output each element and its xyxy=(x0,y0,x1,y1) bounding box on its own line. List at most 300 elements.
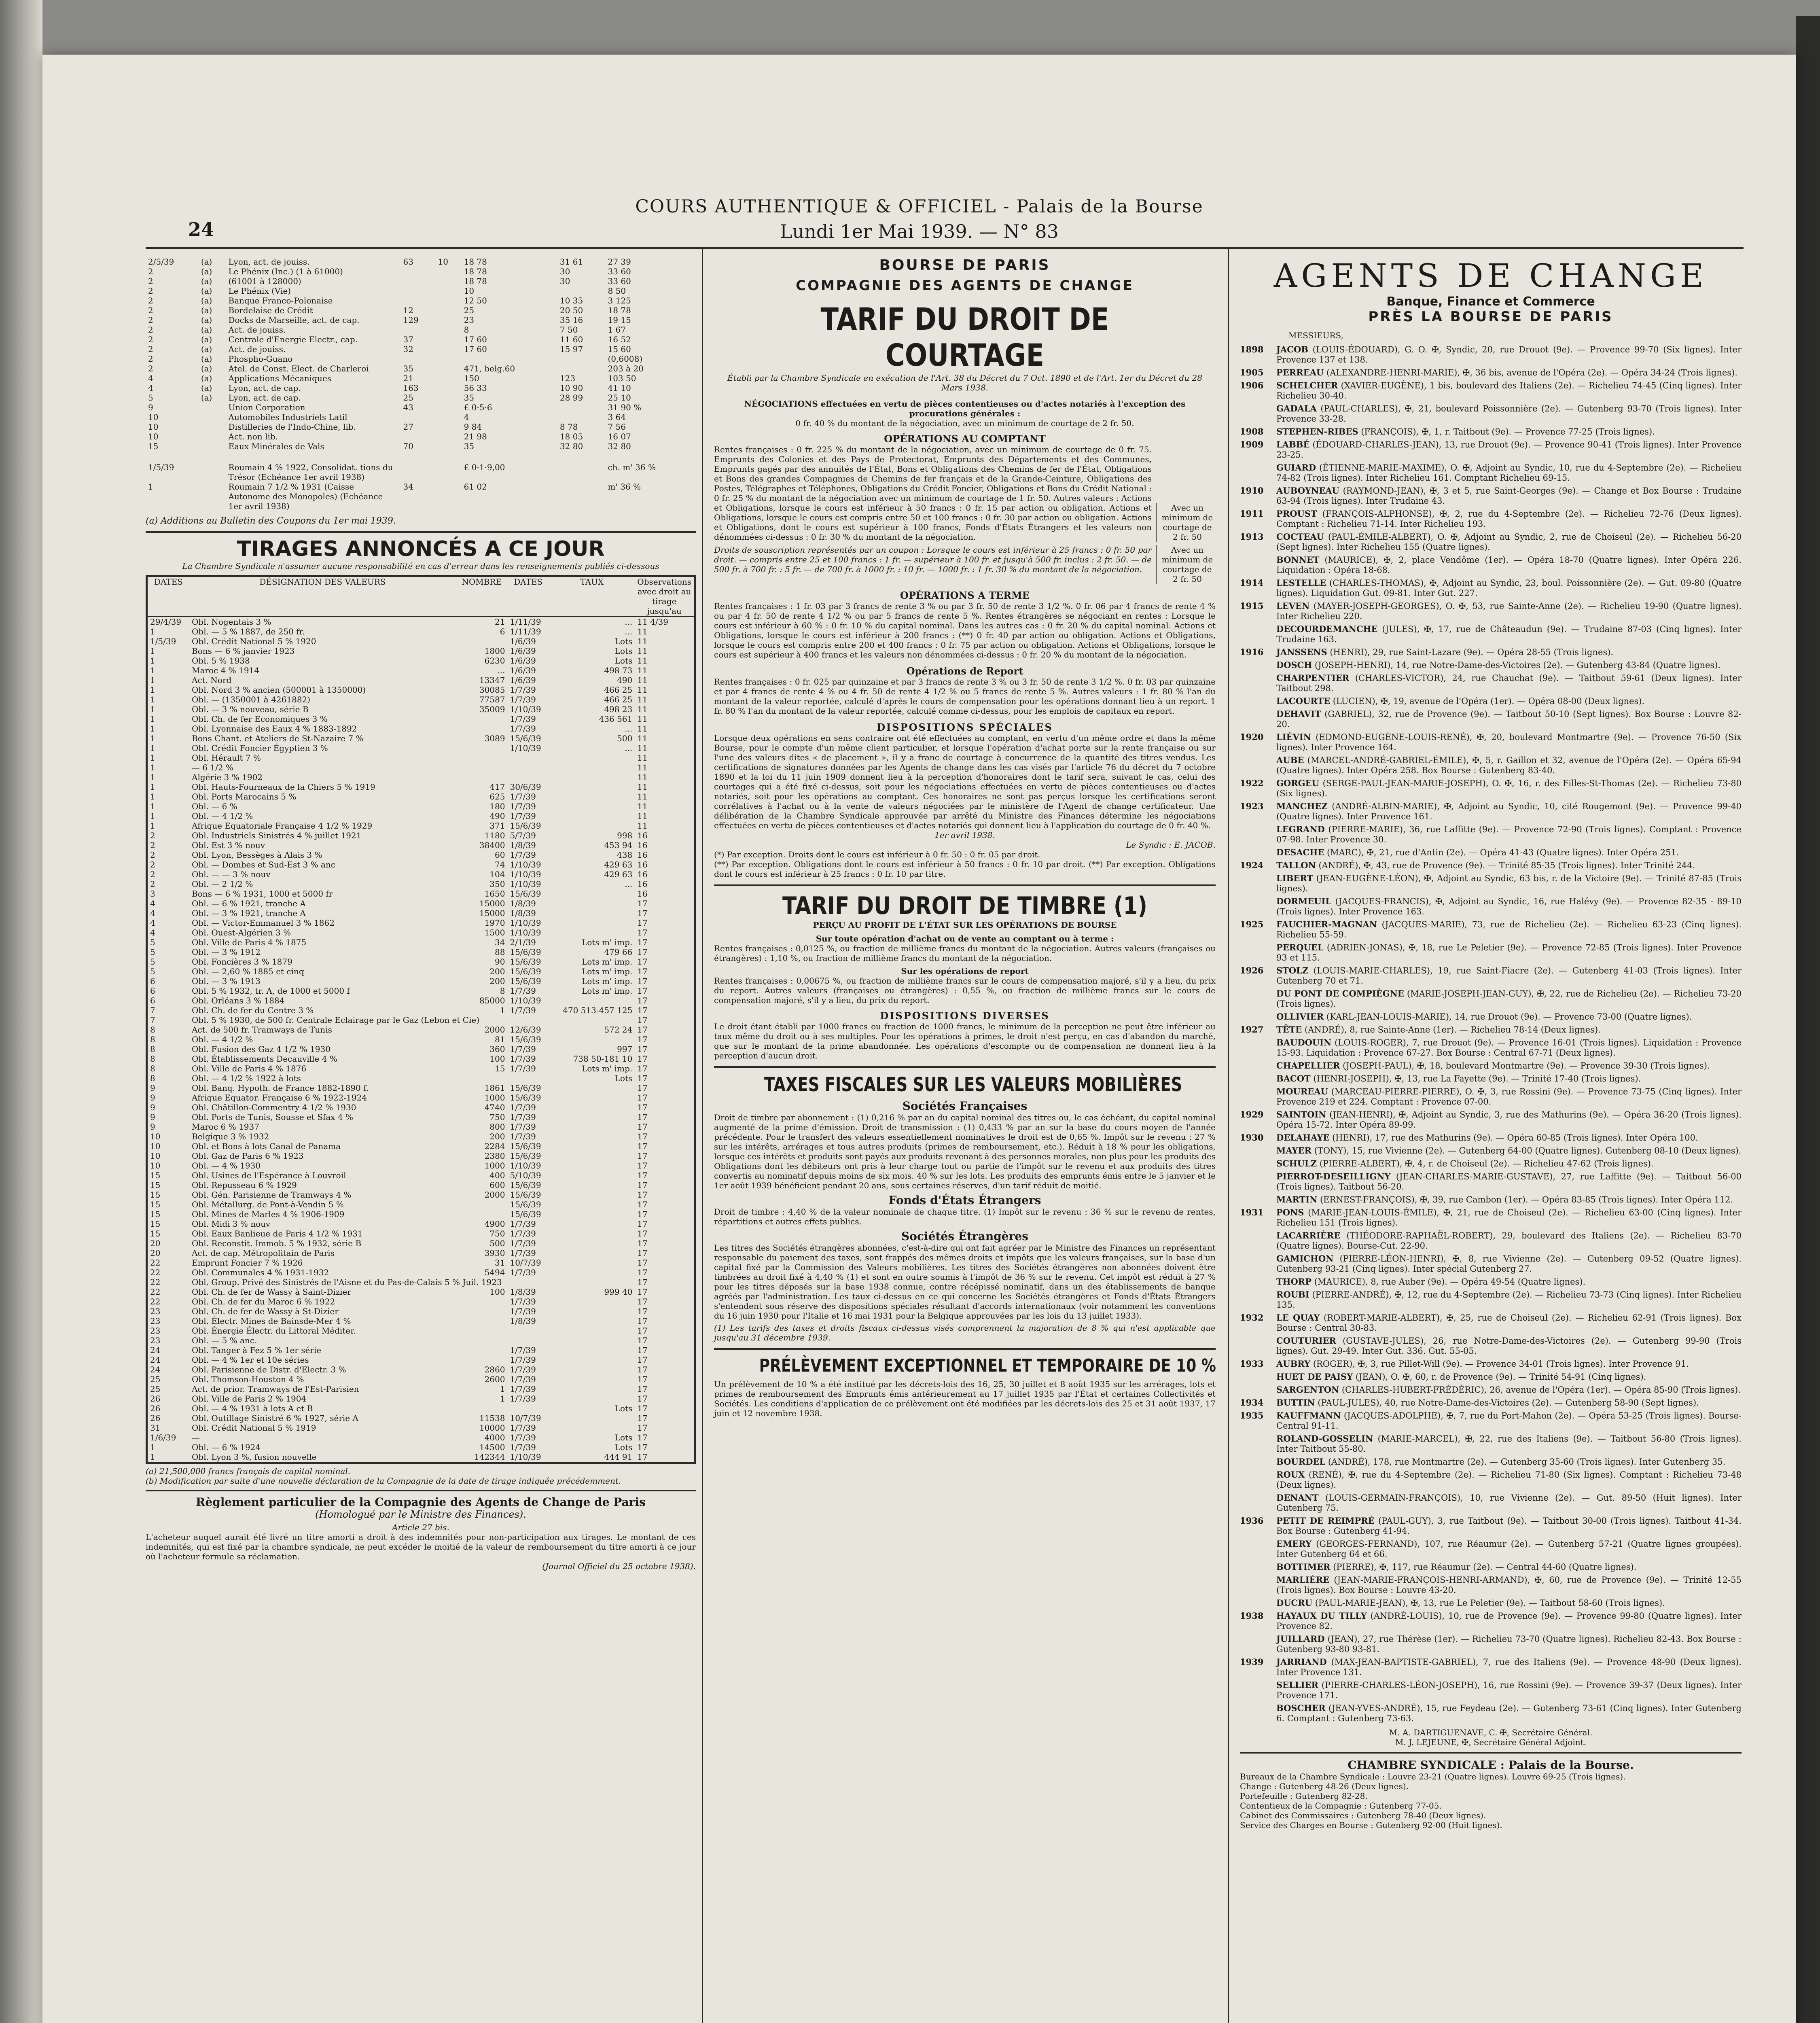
coupon-row xyxy=(146,364,696,373)
tirage-cell: 1/10/39 xyxy=(510,704,541,714)
tirage-cell: 490 xyxy=(617,675,633,685)
tirage-cell: 17 xyxy=(637,937,648,947)
tirage-cell: 17 xyxy=(637,1297,648,1306)
coupon-cell-date: 2 xyxy=(148,305,153,315)
tirage-row xyxy=(147,1287,695,1297)
tirage-cell: Obl. 5 % 1938 xyxy=(192,656,250,666)
tirage-cell: 1/8/39 xyxy=(510,840,536,850)
agent-entry xyxy=(1240,1024,1742,1035)
coupon-cell-date: 5 xyxy=(148,393,153,403)
tirage-cell: 17 xyxy=(637,1394,648,1404)
coupons-rows xyxy=(146,257,696,511)
tirage-cell: 1/5/39 xyxy=(150,636,176,646)
tirage-cell: Obl. — 4 % 1930 xyxy=(192,1161,261,1171)
coupon-cell-name: (61001 à 128000) xyxy=(228,276,301,286)
tirage-cell: 1/7/39 xyxy=(510,1442,536,1452)
agent-year: 1933 xyxy=(1240,1359,1264,1369)
coupon-cell-name: Centrale d'Energie Electr., cap. xyxy=(228,335,358,344)
agent-details: (MARCEL-ANDRÉ-GABRIEL-ÉMILE), ✠, 5, r. Gaillon et 32, avenue de l'Opéra (2e). — Opéra 65-94 (Quatre lignes). Inter Opéra 258. Box Bourse : Gutenberg 83-40. xyxy=(1276,755,1742,775)
tirage-cell xyxy=(456,1355,508,1365)
agent-year: 1913 xyxy=(1240,532,1264,542)
tirage-cell: 22 xyxy=(150,1297,161,1306)
agent-year: 1934 xyxy=(1240,1397,1264,1408)
agent-details: (ANDRÉ), 178, rue Montmartre (2e). — Gutenberg 35-60 (Trois lignes). Inter Gutenberg 35. xyxy=(1328,1457,1726,1467)
tirage-cell: Obl. Crédit National 5 % 1920 xyxy=(192,636,316,646)
coupon-cell-c4: 30 xyxy=(559,276,570,286)
tirage-cell: 17 xyxy=(637,1316,648,1326)
agent-entry xyxy=(1240,1037,1742,1058)
coupon-cell-c3: 18 78 xyxy=(464,267,487,276)
tirage-cell xyxy=(507,1336,549,1345)
tirage-cell: 998 xyxy=(617,831,633,840)
coupon-cell-c5: 8 50 xyxy=(608,286,626,296)
coupon-cell-c3: 150 xyxy=(464,373,479,383)
agent-year: 1938 xyxy=(1240,1611,1264,1621)
agent-entry xyxy=(1240,532,1742,552)
coupon-cell-name: Banque Franco-Polonaise xyxy=(228,296,333,305)
tirage-cell: 17 xyxy=(637,1103,648,1112)
coupon-cell-name: Distilleries de l'Indo-Chine, lib. xyxy=(228,422,356,432)
agent-name: JANSSENS xyxy=(1276,647,1327,657)
coupon-cell-name: Lyon, act. de jouiss. xyxy=(228,257,310,267)
societes-francaises-heading: Sociétés Françaises xyxy=(902,1099,1028,1113)
negociations-rate: 0 fr. 40 % du montant de la négociation, avec un minimum de courtage de 2 fr. 50. xyxy=(795,418,1134,428)
tirage-cell: 15/6/39 xyxy=(510,976,541,986)
agent-details: (CHARLES-VICTOR), 24, rue Chauchat (9e). — Taitbout 59-61 (Deux lignes). Inter Taitbout 298. xyxy=(1276,673,1742,693)
coupon-cell-name: Roumain 4 % 1922, Consolidat. tions du Trésor (Echéance 1er avril 1938) xyxy=(228,462,393,482)
coupon-cell-c1: 37 xyxy=(403,335,413,344)
tirage-cell: 1861 xyxy=(484,1083,505,1093)
agent-name: AUBOYNEAU xyxy=(1276,486,1339,496)
tirage-cell: 1/7/39 xyxy=(510,802,536,811)
tirage-cell: Obl. et Bons à lots Canal de Panama xyxy=(192,1141,341,1151)
tirage-cell: 11 xyxy=(637,627,648,636)
tirage-row xyxy=(147,821,695,831)
middle-column xyxy=(714,257,1216,1418)
tirage-cell: 1/7/39 xyxy=(510,1219,536,1229)
agent-details: (PIERRE-ANDRÉ), ✠, 12, rue du 4-Septembre (2e). — Richelieu 73-73 (Cinq lignes). Inter Richelieu 135. xyxy=(1276,1290,1742,1310)
tirage-cell: Obl. Fusion des Gaz 4 1/2 % 1930 xyxy=(192,1044,331,1054)
coupon-cell-mark: (a) xyxy=(201,364,212,373)
agent-name: GUIARD xyxy=(1276,462,1316,473)
coupon-cell-name: Docks de Marseille, act. de cap. xyxy=(228,315,360,325)
tirage-cell: 100 xyxy=(489,1287,505,1297)
tirage-cell xyxy=(456,1306,508,1316)
coupon-cell-c5: 25 10 xyxy=(608,393,631,403)
tirage-cell: 997 xyxy=(617,1044,633,1054)
agent-entry xyxy=(1240,732,1742,753)
tirage-row xyxy=(147,772,695,782)
tirage-cell: 2600 xyxy=(484,1374,505,1384)
tirage-cell xyxy=(549,1345,635,1355)
tirage-cell xyxy=(507,1073,549,1083)
agent-name: BOSCHER xyxy=(1276,1703,1326,1713)
agent-year: 1908 xyxy=(1240,426,1264,437)
agent-entry xyxy=(1240,942,1742,963)
tirage-cell: 90 xyxy=(495,957,505,967)
agent-name: PIERROT-DESEILLIGNY xyxy=(1276,1171,1391,1181)
tirage-cell: Lots m' imp. xyxy=(581,1064,633,1073)
coupon-row xyxy=(146,462,696,482)
chambre-title: CHAMBRE SYNDICALE : Palais de la Bourse. xyxy=(1348,1758,1634,1772)
tirage-cell: 17 xyxy=(637,996,648,1005)
tirage-row xyxy=(147,1132,695,1141)
coupon-cell-date: 2 xyxy=(148,315,153,325)
tirage-cell: 21 xyxy=(495,617,505,627)
tirage-cell: 30/6/39 xyxy=(510,782,541,792)
coupon-cell-c2 xyxy=(435,364,461,373)
tirage-cell: 17 xyxy=(637,1073,648,1083)
agent-entry xyxy=(1240,367,1742,378)
agent-entry xyxy=(1240,1145,1742,1156)
tirages-table xyxy=(146,575,696,1464)
tirage-cell: 400 xyxy=(489,1171,505,1180)
agent-details: (HENRI), 29, rue Saint-Lazare (9e). — Opéra 28-55 (Trois lignes). xyxy=(1330,647,1614,657)
coupon-cell-c4: 31 61 xyxy=(559,257,583,267)
tirage-row xyxy=(147,918,695,928)
tirage-cell xyxy=(549,1035,635,1044)
tirage-row xyxy=(147,976,695,986)
agent-details: (MAYER-JOSEPH-GEORGES), O. ✠, 53, rue Sainte-Anne (2e). — Richelieu 19-90 (Quatre lignes). Inter Richelieu 220. xyxy=(1276,601,1742,621)
tirage-cell: 1180 xyxy=(484,831,505,840)
agent-entry xyxy=(1240,601,1742,621)
tirage-cell xyxy=(549,1151,635,1161)
coupon-cell-name: Act. non lib. xyxy=(228,432,278,441)
tirage-cell: 1/6/39 xyxy=(510,636,536,646)
tirage-cell: 1/7/39 xyxy=(510,695,536,704)
tirage-cell: 17 xyxy=(637,1161,648,1171)
coupon-cell-date: 2 xyxy=(148,325,153,335)
coupon-cell-name: Roumain 7 1/2 % 1931 (Caisse Autonome des Monopoles) (Echéance 1er avril 1938) xyxy=(228,482,383,511)
tirage-cell: 23 xyxy=(150,1326,161,1336)
coupon-cell-name: Lyon, act. de cap. xyxy=(228,383,301,393)
coupon-cell-c4: 15 97 xyxy=(559,344,583,354)
tirage-row xyxy=(147,666,695,675)
tirage-cell: 1 xyxy=(150,782,155,792)
coupon-cell-c5: 16 07 xyxy=(608,432,631,441)
secretaries xyxy=(1240,1728,1742,1747)
tirage-cell: 17 xyxy=(637,899,648,908)
tirage-cell: 16 xyxy=(637,869,648,879)
agent-details: (GABRIEL), 32, rue de Provence (9e). — Taitbout 50-10 (Sept lignes). Box Bourse : Louvre 82-20. xyxy=(1276,709,1742,729)
tirage-cell: 15/6/39 xyxy=(510,1209,541,1219)
coupons-footnote: (a) Additions au Bulletin des Coupons du 1er mai 1939. xyxy=(146,516,396,526)
coupon-cell-mark: (a) xyxy=(201,315,212,325)
tirage-cell xyxy=(549,1316,635,1326)
agent-entry xyxy=(1240,1433,1742,1454)
tirages-note-line: (a) 21,500,000 francs français de capital nominal. xyxy=(146,1466,351,1476)
agent-name: FAUCHIER-MAGNAN xyxy=(1276,919,1377,929)
tirage-cell: 17 xyxy=(637,1015,648,1025)
tirage-cell: 15/6/39 xyxy=(510,1200,541,1209)
tirage-row xyxy=(147,967,695,976)
coupon-cell-c3: 23 xyxy=(464,315,475,325)
tirage-row xyxy=(147,763,695,772)
agent-details: (ALEXANDRE-HENRI-MARIE), ✠, 36 bis, avenue de l'Opéra (2e). — Opéra 34-24 (Trois lignes). xyxy=(1326,368,1737,377)
tirage-cell xyxy=(507,753,549,763)
agent-entry xyxy=(1240,1575,1742,1595)
tirage-cell xyxy=(549,1355,635,1365)
coupon-cell-c4: 32 80 xyxy=(559,441,583,451)
coupon-cell-c4: 28 99 xyxy=(559,393,583,403)
tirage-cell: 17 xyxy=(637,1219,648,1229)
tirage-cell: 11 xyxy=(637,782,648,792)
agents-title: AGENTS DE CHANGE xyxy=(1273,257,1708,295)
minimum-note-1: Avec un minimum de courtage de 2 fr. 50 xyxy=(1156,503,1216,542)
timbre-heading-2: Sur les opérations de report xyxy=(901,966,1029,976)
coupon-cell-c2 xyxy=(435,344,461,354)
agent-details: (CHARLES-HUBERT-FRÉDÉRIC), 26, avenue de l'Opéra (1er). — Opéra 85-90 (Trois lignes). xyxy=(1341,1385,1741,1395)
tirage-cell: 10 xyxy=(150,1141,161,1151)
tirage-cell: Obl. Reconstit. Immob. 5 % 1932, série B xyxy=(192,1238,362,1248)
coupon-cell-c3 xyxy=(462,354,557,364)
tirage-cell: 800 xyxy=(489,1122,505,1132)
coupon-cell-c1 xyxy=(401,412,436,422)
taxes-title: TAXES FISCALES SUR LES VALEURS MOBILIÈRES xyxy=(764,1073,1182,1096)
tirage-cell: Lots xyxy=(614,1073,633,1083)
agent-details: (JOSEPH-HENRI), 14, rue Notre-Dame-des-Victoires (2e). — Gutenberg 43-84 (Quatre lignes). xyxy=(1314,660,1721,670)
tirage-cell xyxy=(549,821,635,831)
tirage-cell: 1 xyxy=(150,724,155,734)
coupon-cell-mark xyxy=(199,412,226,422)
tirage-cell: 11 xyxy=(637,695,648,704)
tirage-cell xyxy=(549,1083,635,1093)
coupon-cell-c2 xyxy=(435,325,461,335)
agent-name: LABBÉ xyxy=(1276,439,1310,450)
tirage-cell: 26 xyxy=(150,1413,161,1423)
agent-entry xyxy=(1240,696,1742,706)
tirage-cell xyxy=(549,1209,635,1219)
coupon-cell-name: Union Corporation xyxy=(228,403,305,412)
agents-list xyxy=(1240,344,1742,1724)
agent-details: (LOUIS-MARIE-CHARLES), 19, rue Saint-Fiacre (2e). — Gutenberg 41-03 (Trois lignes). Inter Gutenberg 70 et 71. xyxy=(1276,966,1742,986)
tirage-row xyxy=(147,1345,695,1355)
tirage-row xyxy=(147,753,695,763)
tirage-cell: 5 xyxy=(150,947,155,957)
tirage-cell: 15 xyxy=(150,1219,161,1229)
tirage-cell: 1 xyxy=(150,753,155,763)
coupon-cell-c3: 56 33 xyxy=(464,383,487,393)
coupon-row xyxy=(146,354,696,364)
coupon-cell-c4: 8 78 xyxy=(559,422,578,432)
coupon-cell-c5: 33 60 xyxy=(608,267,631,276)
tirage-row xyxy=(147,1238,695,1248)
agent-entry xyxy=(1240,919,1742,940)
tirage-row xyxy=(147,908,695,918)
tirage-cell: Belgique 3 % 1932 xyxy=(192,1132,269,1141)
tirage-cell: Lots xyxy=(614,656,633,666)
tirage-cell: 1970 xyxy=(484,918,505,928)
coupon-cell-c2 xyxy=(435,462,461,482)
tirage-cell: 1/11/39 xyxy=(510,617,541,627)
tirage-cell: Obl. Gaz de Paris 6 % 1923 xyxy=(192,1151,304,1161)
tirage-cell xyxy=(549,1374,635,1384)
coupon-cell-date: 2 xyxy=(148,364,153,373)
tirage-cell: 10/7/39 xyxy=(510,1258,541,1268)
coupon-cell-c3: £ 0·1·9,00 xyxy=(464,462,505,472)
tirage-cell: 9 xyxy=(150,1093,155,1103)
tirage-cell xyxy=(549,1161,635,1171)
coupon-row xyxy=(146,432,696,441)
coupon-cell-name: Lyon, act. de cap. xyxy=(228,393,301,403)
tirage-cell: ... xyxy=(625,724,633,734)
tirage-cell: 17 xyxy=(637,1345,648,1355)
tirage-cell: Obl. — 5 % 1887, de 250 fr. xyxy=(192,627,305,636)
coupon-cell-name: Act. de jouiss. xyxy=(228,325,286,335)
tirage-row xyxy=(147,1180,695,1190)
coupon-cell-c5: 103 50 xyxy=(608,373,636,383)
tirage-cell: 8 xyxy=(150,1054,155,1064)
coupon-cell-date: 2 xyxy=(148,354,153,364)
tirage-cell: Obl. Ville de Paris 4 % 1875 xyxy=(192,937,307,947)
coupon-cell-mark: (a) xyxy=(201,325,212,335)
tirage-cell: 17 xyxy=(637,1365,648,1374)
agent-name: BONNET xyxy=(1276,555,1320,565)
tirage-row xyxy=(147,1297,695,1306)
tirage-cell: Obl. Gén. Parisienne de Tramways 4 % xyxy=(192,1190,352,1200)
coupon-cell-mark: (a) xyxy=(201,276,212,286)
tirage-row xyxy=(147,811,695,821)
tirage-cell: 11 4/39 xyxy=(637,617,669,627)
agent-name: LIBERT xyxy=(1276,873,1314,883)
tirage-cell: 25 xyxy=(150,1374,161,1384)
tirage-cell xyxy=(549,1326,635,1336)
tirage-cell xyxy=(507,1015,549,1025)
agent-details: (JEAN-CHARLES-MARIE-GUSTAVE), 27, rue Laffitte (9e). — Taitbout 56-00 (Trois lignes). Taitbout 56-20. xyxy=(1276,1172,1742,1192)
agent-details: (JULES), ✠, 17, rue de Châteaudun (9e). — Trudaine 87-03 (Cinq lignes). Inter Trudaine 163. xyxy=(1276,624,1742,644)
tirage-cell: 1 xyxy=(500,1384,505,1394)
timbre-text-1: Rentes françaises : 0,0125 %, ou fraction de millième francs du montant de la négociation. Autres valeurs (françaises ou étrangères) : 1,10 %, ou fraction de millième francs du montant de la négociation. xyxy=(714,944,1216,963)
tirage-cell: 11 xyxy=(637,704,648,714)
tirage-cell: 17 xyxy=(637,1248,648,1258)
tirage-cell: 2000 xyxy=(484,1190,505,1200)
tirage-cell: 1/8/39 xyxy=(510,1287,536,1297)
tirage-cell: 17 xyxy=(637,918,648,928)
tirage-cell: Afrique Equatoriale Française 4 1/2 % 1929 xyxy=(192,821,373,831)
tirage-cell: 9 xyxy=(150,1112,155,1122)
agent-entry xyxy=(1240,426,1742,437)
tirage-cell: Bons Chant. et Ateliers de St-Nazaire 7 % xyxy=(192,734,364,743)
coupon-cell-c1: 25 xyxy=(403,393,413,403)
tirages-notes xyxy=(146,1466,696,1486)
coupon-cell-c4: 30 xyxy=(559,267,570,276)
tirage-row xyxy=(147,879,695,889)
agent-name: PERREAU xyxy=(1276,367,1324,377)
tirage-cell: Obl. Ch. de fer de Wassy à St-Dizier xyxy=(192,1306,339,1316)
tirage-cell: 1/7/39 xyxy=(510,724,536,734)
tirage-cell: 22 xyxy=(150,1268,161,1277)
agent-name: MARLIÈRE xyxy=(1276,1575,1330,1585)
agent-name: THORP xyxy=(1276,1277,1312,1287)
tirage-cell: ... xyxy=(625,743,633,753)
tirage-cell: 17 xyxy=(637,1132,648,1141)
agent-entry xyxy=(1240,647,1742,657)
agent-year: 1924 xyxy=(1240,860,1264,870)
agent-name: GADALA xyxy=(1276,403,1317,414)
tirage-cell: Obl. Nord 3 % ancien (500001 à 1350000) xyxy=(192,685,366,695)
agent-name: HAYAUX DU TILLY xyxy=(1276,1611,1367,1621)
agent-name: TÊTE xyxy=(1276,1024,1302,1035)
tirage-cell: 1/7/39 xyxy=(510,1064,536,1073)
coupon-cell-date: 2 xyxy=(148,276,153,286)
agent-entry xyxy=(1240,673,1742,693)
tirage-cell: 16 xyxy=(637,840,648,850)
tirage-cell: 1/7/39 xyxy=(510,1238,536,1248)
agent-details: (JACQUES-FRANCIS), ✠, Adjoint au Syndic, 16, rue Halévy (9e). — Provence 82-35 - 89-10 (Trois lignes). Inter Provence 163. xyxy=(1276,897,1742,916)
tirage-row xyxy=(147,1326,695,1336)
tirage-cell: 16 xyxy=(637,850,648,860)
coupon-cell-mark: (a) xyxy=(201,305,212,315)
agent-entry xyxy=(1240,1207,1742,1228)
reglement-subtitle: (Homologué par le Ministre des Finances). xyxy=(315,1509,526,1520)
tirage-row xyxy=(147,695,695,704)
tirage-cell: 180 xyxy=(489,802,505,811)
coupon-cell-date: 2 xyxy=(148,267,153,276)
dispositions-date: 1er avril 1938. xyxy=(934,830,995,840)
tirage-cell: Obl. Lyon, Bessèges à Alais 3 % xyxy=(192,850,322,860)
coupon-cell-c1 xyxy=(401,296,436,305)
exception-2: (**) Par exception. Obligations dont le cours est inférieur à 50 francs : 0 fr. 10 par droit. (**) Par exception. Obligations dont le cours est inférieur à 25 francs : 0 fr. 10 par titre. xyxy=(714,859,1216,879)
compagnie-heading: COMPAGNIE DES AGENTS DE CHANGE xyxy=(796,278,1134,294)
coupon-cell-c2 xyxy=(435,335,461,344)
societes-etrangeres-text: Les titres des Sociétés étrangères abonnées, c'est-à-dire qui ont fait agréer par le Ministre des Finances un représentant responsable du paiement des taxes, sont frappés des mêmes droits et impôts que les valeurs françaises, sur la base d'un capital fixé par la Commission des Valeurs mobilières. Les titres des Sociétés étrangères non abonnées doivent être timbrées au droit fixé à 4,40 % (1) et sont en outre soumis à l'impôt de 36 % sur le revenu. Cet impôt est réduit à 27 % pour les titres déposés sur la base 1938 connue, contre récépissé nominatif, dans un des établissements de banque agréés par l'administration. Les taux ci-dessus en ce qui concerne les Sociétés étrangères et Fonds d'États Étrangers s'entendent sous réserve des dispositions spéciales résultant d'accords internationaux (voir notamment les conventions du 16 juin 1930 pour l'Italie et 16 mai 1931 pour la Belgique approuvées par les lois du 13 juillet 1933). xyxy=(714,1243,1216,1321)
coupon-cell-c2 xyxy=(435,422,461,432)
coupon-cell-date: 2 xyxy=(148,335,153,344)
agent-details: (CHARLES-THOMAS), ✠, Adjoint au Syndic, 23, boul. Poissonnière (2e). — Gut. 09-80 (Quatre lignes). Liquidation Gut. 09-81. Inter Gut. 227. xyxy=(1276,578,1742,598)
coupon-row xyxy=(146,257,696,267)
coupon-cell-c1 xyxy=(401,276,436,286)
tirage-row xyxy=(147,1200,695,1209)
messieurs: MESSIEURS, xyxy=(1288,331,1343,340)
agent-name: MARTIN xyxy=(1276,1194,1318,1204)
tirage-cell: Obl. Châtillon-Commentry 4 1/2 % 1930 xyxy=(192,1103,356,1112)
tarif-timbre-subtitle: PERÇU AU PROFIT DE L'ÉTAT SUR LES OPÉRATIONS DE BOURSE xyxy=(813,920,1117,930)
syndic-signature: Le Syndic : E. JACOB. xyxy=(1126,840,1216,850)
tirage-cell: 17 xyxy=(637,1423,648,1433)
agent-details: (LOUIS-ROGER), 7, rue Drouot (9e). — Provence 16-01 (Trois lignes). Liquidation : Provence 15-93. Liquidation : Provence 67-27. Box Bourse : Central 67-71 (Deux lignes). xyxy=(1276,1038,1742,1058)
agent-entry xyxy=(1240,1516,1742,1536)
tirage-cell: 10 xyxy=(150,1151,161,1161)
agent-entry xyxy=(1240,1493,1742,1513)
tirage-row xyxy=(147,996,695,1005)
tirage-cell xyxy=(549,996,635,1005)
tirage-cell: 15 xyxy=(150,1209,161,1219)
tirage-cell: Obl. — 4 1/2 % xyxy=(192,1035,253,1044)
coupon-cell-c4: 20 50 xyxy=(559,305,583,315)
agent-year: 1923 xyxy=(1240,801,1264,811)
tirage-cell: Obl. Métallurg. de Pont-à-Vendin 5 % xyxy=(192,1200,344,1209)
agent-name: ROLAND-GOSSELIN xyxy=(1276,1433,1373,1444)
tirage-cell xyxy=(549,1384,635,1394)
agent-entry xyxy=(1240,1562,1742,1572)
agent-year: 1927 xyxy=(1240,1024,1264,1035)
chambre-line: Change : Gutenberg 48-26 (Deux lignes). xyxy=(1240,1781,1409,1791)
agent-details: (PIERRE-LÉON-HENRI), ✠, 8, rue Vivienne (2e). — Gutenberg 09-52 (Quatre lignes). Gutenberg 93-21 (Cinq lignes). Inter spécial Gutenberg 27. xyxy=(1276,1254,1742,1274)
tirage-row xyxy=(147,1190,695,1200)
tirage-cell: 38400 xyxy=(479,840,505,850)
chambre-line: Cabinet des Commissaires : Gutenberg 78-40 (Deux lignes). xyxy=(1240,1811,1486,1820)
tirage-cell xyxy=(549,1219,635,1229)
coupon-cell-c5: 19 15 xyxy=(608,315,631,325)
agent-details: (LOUIS-GERMAIN-FRANÇOIS), 10, rue Vivienne (2e). — Gut. 89-50 (Huit lignes). Inter Gutenberg 75. xyxy=(1276,1493,1742,1513)
coupon-cell-c2 xyxy=(435,305,461,315)
agent-name: ROUBI xyxy=(1276,1289,1309,1300)
tirage-cell: 1/6/39 xyxy=(150,1433,176,1442)
tirage-cell: 1/10/39 xyxy=(510,1452,541,1462)
tirage-cell: Lots m' imp. xyxy=(581,967,633,976)
coupon-cell-name: Le Phénix (Inc.) (1 à 61000) xyxy=(228,267,343,276)
coupon-cell-name: Automobiles Industriels Latil xyxy=(228,412,347,422)
